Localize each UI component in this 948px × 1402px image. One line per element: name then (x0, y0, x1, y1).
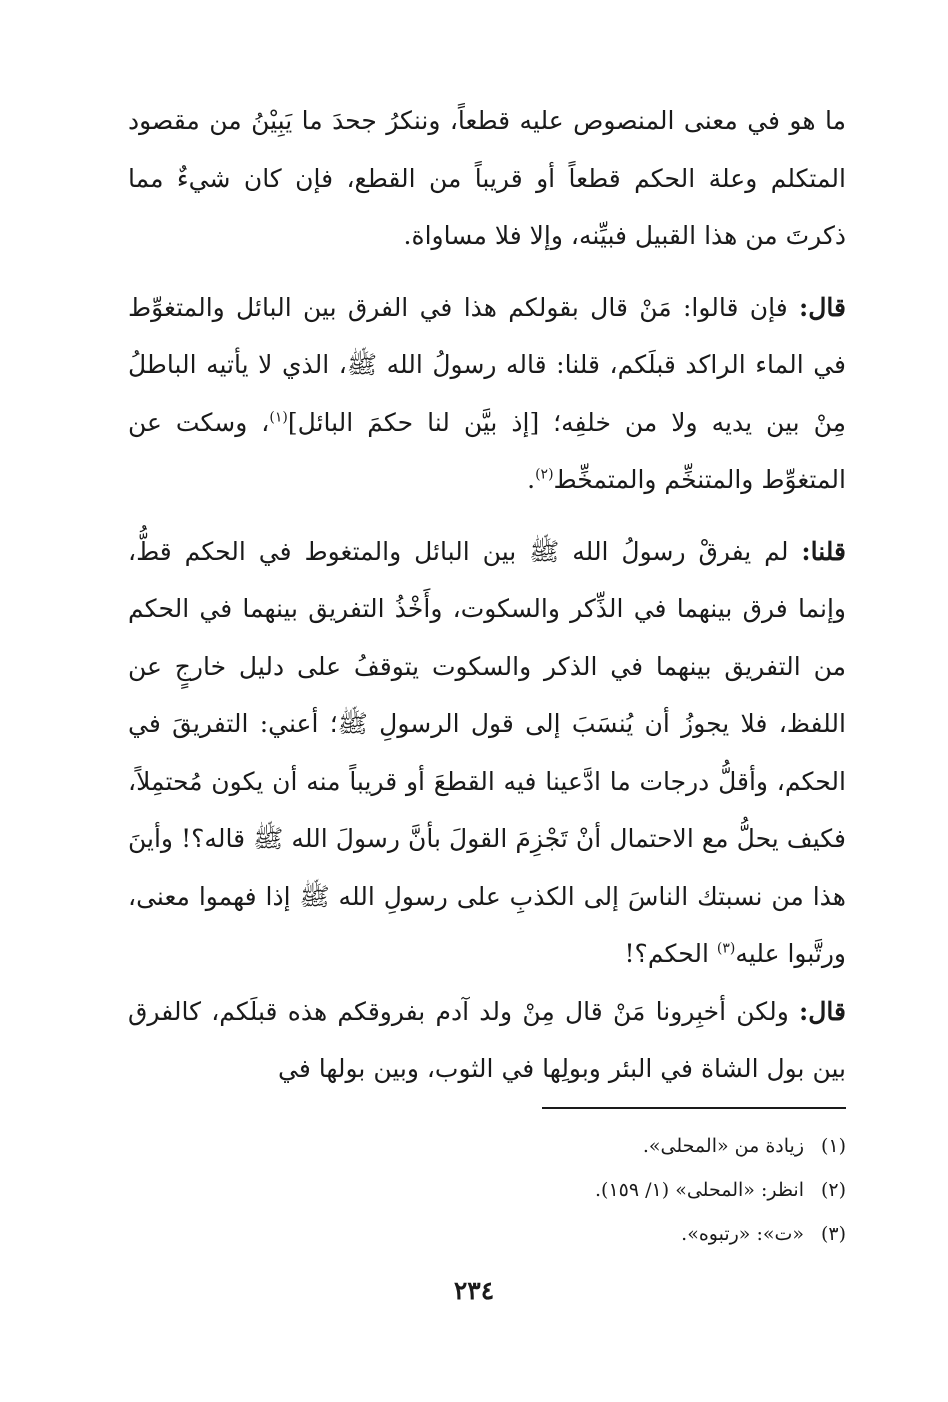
footnote-item (400, 1212, 846, 1256)
footnote-ref-3[interactable]: (٣) (716, 940, 736, 957)
paragraph-4: قال: ولكن أخبِرونا مَنْ قال مِنْ ولد آدم بفروقكم هذه قبلَكم، كالفرق بين بول الشاة في البئر وبولِها في الثوب، وبين بولها في (128, 996, 846, 1083)
paragraph-lead: قال: (799, 996, 846, 1026)
paragraph-lead: قلنا: (801, 536, 846, 566)
footnote-number: (٢) (820, 1179, 846, 1201)
paragraph-3: قلنا: لم يفرقْ رسولُ الله ﷺ بين البائل والمتغوط في الحكم قطُّ، وإنما فرق بينهما في الذِّكر والسكوت، وأَخْذُ التفريق بينهما في الحكم من التفريق بينهما في الذكر والسكوت يتوقفُ على دليل خارجٍ عن اللفظ، فلا يجوزُ أن يُنسَبَ إلى قول الرسولِ ﷺ؛ أعني: التفريقَ في الحكم، وأقلُّ درجات ما ادَّعينا فيه القطعَ أو قريباً منه أن يكون مُحتمِلاً، فكيف يحلُّ مع الاحتمال أنْ تَجْزِمَ القولَ بأنَّ رسولَ الله ﷺ قاله؟! وأينَ هذا من نسبتك الناسَ إلى الكذبِ على رسولِ الله ﷺ إذا فهموا معنى، ورتَّبوا عليه$^{(٣)}$ الحكم؟! (128, 536, 846, 968)
paragraph-lead: قال: (799, 292, 846, 322)
main-text (128, 92, 846, 1098)
footnote-text: «ت»: «رتبوه». (681, 1223, 804, 1245)
footnote-item (400, 1124, 846, 1168)
page-number: ٢٣٤ (453, 1276, 495, 1305)
footnote-item (400, 1168, 846, 1212)
footnote-number: (١) (820, 1135, 846, 1157)
footnote-ref-2[interactable]: (٢) (535, 466, 554, 483)
footnote-divider (542, 1107, 846, 1109)
paragraph-1: ما هو في معنى المنصوص عليه قطعاً، وننكرُ جحدَ ما يَبِيْنُ من مقصود المتكلم وعلة الحكم قطعاً أو قريباً من القطع، فإن كان شيءٌ مما ذكرتَ من هذا القبيل فبيِّنه، وإلا فلا مساواة. (128, 106, 846, 250)
paragraph-2: قال: فإن قالوا: مَنْ قال بقولكم هذا في الفرق بين البائل والمتغوِّط في الماء الراكد قبلَكم، قلنا: قاله رسولُ الله ﷺ، الذي لا يأتيه الباطلُ مِنْ بين يديه ولا من خلفِه؛ [إذ بيَّن لنا حكمَ البائل]$^{(١)}$، وسكت عن المتغوِّط والمتنخِّم والمتمخِّط$^{(٢)}$. (128, 292, 846, 494)
footnote-ref-1[interactable]: (١) (269, 409, 288, 426)
footnote-text: زيادة من «المحلى». (642, 1135, 804, 1157)
footnote-text: انظر: «المحلى» (١/ ١٥٩). (595, 1179, 804, 1201)
footnote-number: (٣) (820, 1223, 846, 1245)
footnotes (400, 1124, 846, 1256)
